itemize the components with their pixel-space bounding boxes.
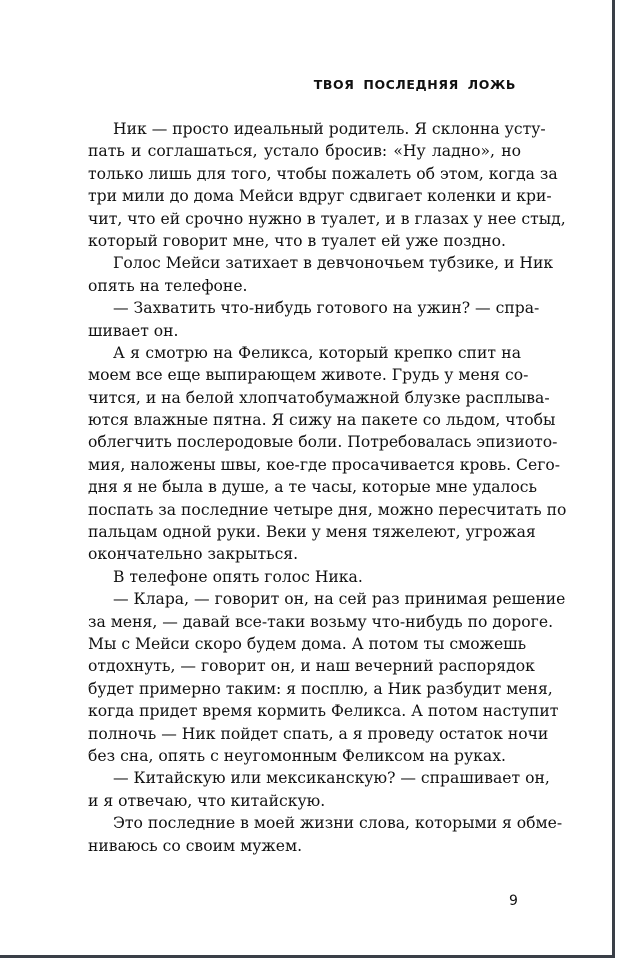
text-line: Мы с Мейси скоро будем дома. А потом ты сможешь (88, 634, 527, 653)
text-line: за меня, — давай все-таки возьму что-нибудь по дороге. (88, 612, 554, 631)
text-line: чит, что ей срочно нужно в туалет, и в глазах у нее стыд, (88, 209, 566, 228)
text-line: и я отвечаю, что китайскую. (88, 791, 326, 810)
text-line: который говорит мне, что в туалет ей уже поздно. (88, 231, 506, 250)
text-line: — Захватить что-нибудь готового на ужин? — спра- (113, 299, 540, 318)
text-line: ются влажные пятна. Я сижу на пакете со льдом, чтобы (88, 411, 556, 430)
text-line: дня я не была в душе, а те часы, которые мне удалось (88, 478, 538, 497)
paragraph (88, 342, 567, 566)
text-line: облегчить послеродовые боли. Потребовалась эпизиото- (88, 433, 558, 452)
text-line: отдохнуть, — говорит он, и наш вечерний распорядок (88, 657, 535, 676)
text-line: моем все еще выпирающем животе. Грудь у меня со- (88, 366, 529, 385)
paragraph (88, 118, 566, 252)
running-title: ТВОЯ ПОСЛЕДНЯЯ ЛОЖЬ (313, 77, 516, 92)
body-text (88, 118, 567, 857)
text-line: Голос Мейси затихает в девчоночьем тубзике, и Ник (113, 254, 554, 273)
text-line: полночь — Ник пойдет спать, а я проведу остаток ночи (88, 724, 549, 743)
text-line: — Клара, — говорит он, на сей раз принимая решение (113, 590, 566, 609)
text-line: шивает он. (88, 321, 179, 340)
text-line: Ник — просто идеальный родитель. Я склонна усту- (113, 120, 546, 138)
paragraph (88, 297, 540, 342)
page-number: 9 (509, 893, 518, 909)
text-line: А я смотрю на Феликса, который крепко спит на (113, 343, 521, 362)
paragraph (88, 588, 566, 767)
text-line: будет примерно таким: я посплю, а Ник разбудит меня, (88, 679, 553, 698)
text-line: — Китайскую или мексиканскую? — спрашивает он, (113, 769, 550, 788)
text-line: поспать за последние четыре дня, можно пересчитать по (88, 500, 567, 519)
text-line: ниваюсь со своим мужем. (88, 836, 303, 855)
text-line: окончательно закрыться. (88, 545, 299, 564)
text-line: только лишь для того, чтобы пожалеть об этом, когда за (88, 164, 558, 183)
text-line: мия, наложены швы, кое-где просачивается кровь. Сего- (88, 455, 561, 474)
text-line: В телефоне опять голос Ника. (113, 567, 363, 586)
text-line: пальцам одной руки. Веки у меня тяжелеют, угрожая (88, 523, 536, 542)
text-line: без сна, опять с неугомонным Феликсом на руках. (88, 746, 506, 765)
text-line: Это последние в моей жизни слова, которыми я обме- (113, 814, 563, 833)
paragraph (88, 252, 554, 297)
text-line: пать и соглашаться, устало бросив: «Ну ладно», но (88, 142, 521, 161)
paragraph (88, 767, 550, 812)
text-line: три мили до дома Мейси вдруг сдвигает коленки и кри- (88, 187, 552, 206)
text-line: когда придет время кормить Феликса. А потом наступит (88, 702, 559, 721)
paragraph (88, 812, 563, 857)
text-line: чится, и на белой хлопчатобумажной блузке расплыва- (88, 388, 550, 407)
text-line: опять на телефоне. (88, 276, 248, 295)
paragraph (88, 566, 521, 588)
